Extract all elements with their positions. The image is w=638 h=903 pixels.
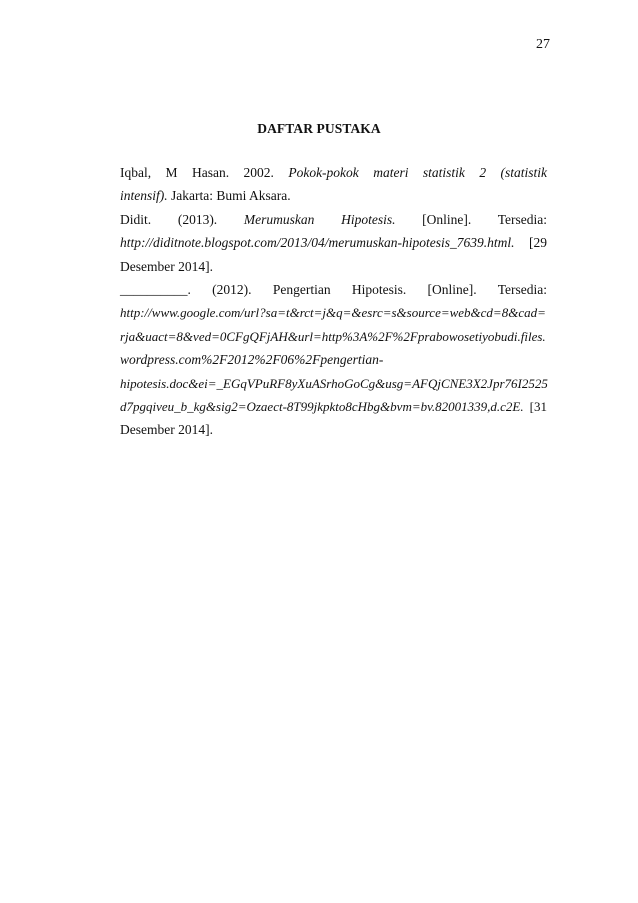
reference-line	[120, 395, 547, 418]
reference-url[interactable]: hipotesis.doc&ei=_EGqVPuRF8yXuASrhoGoCg&usg=AFQjCNE3X2Jpr76I2525	[120, 375, 548, 391]
reference-url[interactable]: http://www.google.com/url?sa=t&rct=j&q=&esrc=s&source=web&cd=8&cad=	[120, 305, 546, 321]
reference-line	[120, 418, 547, 441]
page-number: 27	[536, 37, 550, 52]
reference-author: Didit. (2013).	[120, 211, 218, 227]
reference-accessed: Desember 2014].	[120, 422, 213, 438]
reference-accessed: [29	[529, 235, 547, 251]
reference-line	[120, 184, 547, 207]
reference-online: [Online]. Tersedia:	[422, 211, 547, 227]
reference-title: Merumuskan Hipotesis.	[243, 211, 396, 227]
reference-entry	[120, 161, 547, 208]
reference-accessed: Desember 2014].	[120, 258, 213, 274]
reference-online: [Online]. Tersedia:	[427, 282, 547, 298]
reference-line	[120, 278, 547, 301]
reference-entry	[120, 208, 547, 278]
reference-line	[120, 208, 547, 231]
reference-publisher: Jakarta: Bumi Aksara.	[171, 188, 291, 204]
reference-url[interactable]: http://diditnote.blogspot.com/2013/04/merumuskan-hipotesis_7639.html.	[120, 235, 515, 251]
page-title: DAFTAR PUSTAKA	[257, 121, 381, 136]
reference-url[interactable]: rja&uact=8&ved=0CFgQFjAH&url=http%3A%2F%2Fprabowosetiyobudi.files.	[120, 328, 546, 344]
reference-line	[120, 231, 547, 254]
reference-url[interactable]: d7pgqiveu_b_kg&sig2=Ozaect-8T99jkpkto8cHbg&bvm=bv.82001339,d.c2E.	[120, 399, 524, 415]
reference-author: Iqbal, M Hasan. 2002.	[120, 165, 274, 180]
reference-title: intensif).	[120, 188, 168, 204]
reference-author: __________. (2012).	[120, 282, 252, 298]
reference-title: Pokok-pokok materi statistik 2 (statistik	[288, 165, 547, 180]
reference-line	[120, 255, 547, 278]
reference-list	[120, 161, 547, 442]
reference-line	[120, 161, 547, 184]
reference-accessed: [31	[529, 399, 547, 415]
reference-title: Pengertian Hipotesis.	[272, 282, 407, 298]
reference-url[interactable]: wordpress.com%2F2012%2F06%2Fpengertian-	[120, 352, 384, 368]
reference-entry	[120, 278, 547, 442]
